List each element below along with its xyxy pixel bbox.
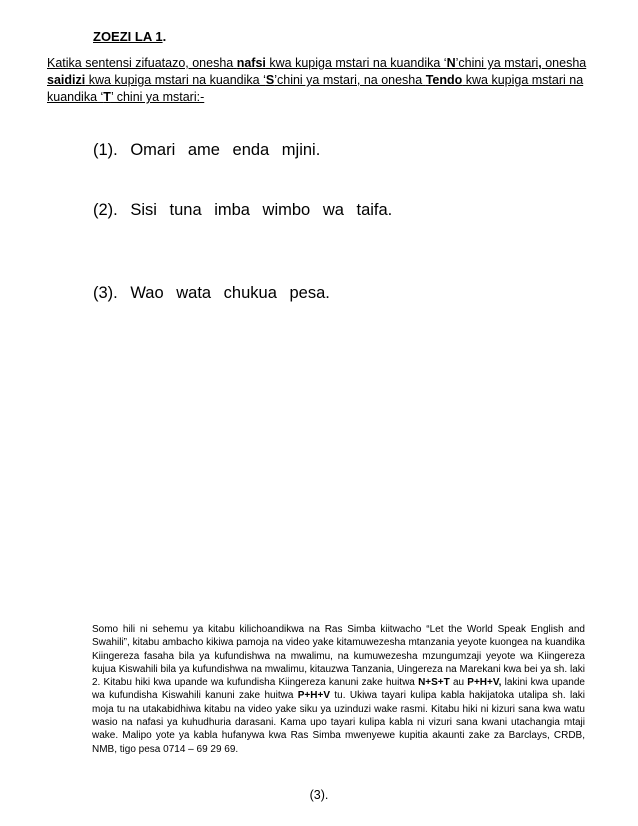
exercise-sentence-1: (1). Omari ame enda mjini. xyxy=(93,141,321,159)
promo-text: lakini kwa upande wa kufundisha Kiswahili kanuni zake huitwa xyxy=(92,677,585,702)
promo-formula-phv-swahili: P+H+V xyxy=(297,690,331,702)
promo-text: au xyxy=(449,677,468,689)
promo-formula-nst: N+S+T xyxy=(418,677,450,689)
keyword-nafsi: nafsi xyxy=(236,56,266,70)
instructions-text: onesha xyxy=(541,56,587,70)
keyword-tendo: Tendo xyxy=(425,73,463,87)
page-number: (3). xyxy=(309,788,329,802)
instructions-paragraph xyxy=(47,55,587,106)
exercise-sentence-2: (2). Sisi tuna imba wimbo wa taifa. xyxy=(93,201,393,219)
exercise-title xyxy=(93,29,166,44)
instructions-text: kwa kupiga mstari na kuandika ‘ xyxy=(85,73,266,87)
letter-n: N xyxy=(446,56,456,70)
letter-s: S xyxy=(265,73,275,87)
keyword-saidizi: saidizi xyxy=(47,73,86,87)
exercise-title-label: ZOEZI LA 1 xyxy=(93,29,163,44)
exercise-sentence-3: (3). Wao wata chukua pesa. xyxy=(93,284,330,302)
promo-text: Somo hili ni sehemu ya kitabu kilichoandikwa na Ras Simba kiitwacho “Let the World Speak English and Swahili”, kitabu ambacho kikiwa pamoja na video yake kitamuwezesha mtanzania yeyote kuongea na kuandika Kiingereza fasaha bila ya kufundishwa na mwalimu, na kumuwezesha mzungumzaji yeyote wa Kiingereza kujua Kiswahili bila ya kufundishwa na mwalimu, kitauzwa Tanzania, Uingereza na Marekani kwa bei ya sh. laki 2. Kitabu hiki kwa upande wa kufundisha Kiingereza kanuni zake huitwa xyxy=(92,624,585,689)
instructions-text: Katika sentensi zifuatazo, onesha xyxy=(47,56,237,70)
letter-t: T xyxy=(103,90,111,104)
instructions-text: ’ chini ya mstari:- xyxy=(110,90,205,104)
instructions-text: kwa kupiga mstari na kuandika ‘ xyxy=(265,56,447,70)
promo-text: tu. Ukiwa tayari kulipa kabla hakijatoka utalipa sh. laki moja tu na utakabidhiwa kitabu na video yake siku ya uzinduzi wake rasmi. Kitabu hiki ni kizuri sana kwa watu wasio na nafasi ya kuhudhuria darasani. Kama upo tayari kulipa kabla ni vizuri sana kwani utachangia mtaji wake. Malipo yote ya kabla hufanywa kwa Ras Simba mwenyewe kupitia akaunti zake za Barclays, CRDB, NMB, tigo pesa 0714 – 69 29 69. xyxy=(92,690,585,755)
exercise-title-period: . xyxy=(162,29,167,44)
promo-formula-phv: P+H+V, xyxy=(467,677,502,689)
instructions-text: ’chini ya mstari xyxy=(455,56,539,70)
instructions-text: kwa kupiga mstari na kuandika ‘ xyxy=(47,73,584,104)
book-promo-paragraph xyxy=(92,623,585,756)
instructions-comma: , xyxy=(538,56,542,70)
instructions-text: ’chini ya mstari, na onesha xyxy=(274,73,426,87)
